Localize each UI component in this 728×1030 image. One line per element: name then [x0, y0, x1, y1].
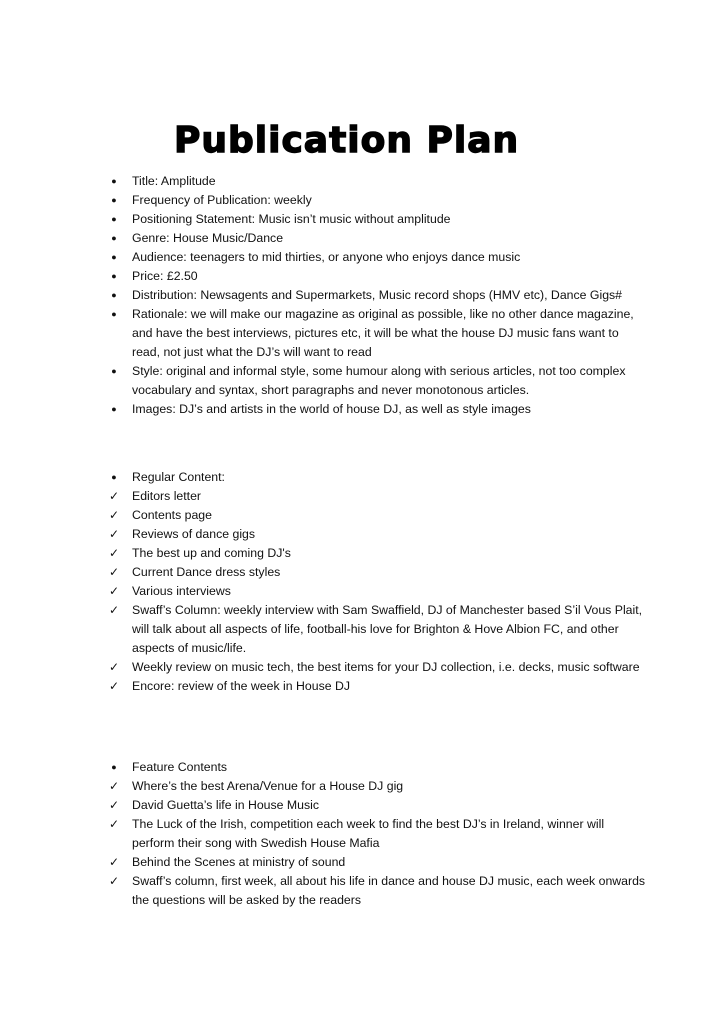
list-item-text: Swaff’s column, first week, all about his life in dance and house DJ music, each week onwards the questions will be asked by the readers — [132, 874, 646, 907]
list-item-text: Audience: teenagers to mid thirties, or anyone who enjoys dance music — [132, 250, 521, 264]
list-item — [106, 563, 646, 582]
check-icon: ✓ — [108, 817, 120, 831]
list-item — [106, 582, 646, 601]
list-item — [106, 191, 646, 210]
bullet-icon: ● — [111, 366, 117, 376]
bullet-icon: ● — [111, 472, 117, 482]
document-title-art — [168, 112, 588, 168]
check-icon: ✓ — [108, 603, 120, 617]
check-icon: ✓ — [108, 527, 120, 541]
list-item — [106, 658, 646, 677]
list-item — [106, 777, 646, 796]
bullet-icon: ● — [111, 214, 117, 224]
check-icon: ✓ — [108, 565, 120, 579]
list-item-text: Editors letter — [132, 489, 202, 503]
list-item-text: Behind the Scenes at ministry of sound — [132, 855, 346, 869]
section-heading — [106, 468, 646, 487]
bullet-icon: ● — [111, 762, 117, 772]
list-item-text: Distribution: Newsagents and Supermarkets, Music record shops (HMV etc), Dance Gigs# — [132, 288, 623, 302]
check-icon: ✓ — [108, 508, 120, 522]
list-item — [106, 506, 646, 525]
list-item-text: Feature Contents — [132, 760, 228, 774]
bullet-icon: ● — [111, 252, 117, 262]
list-item — [106, 544, 646, 563]
regular-content-list — [106, 468, 646, 696]
document-title — [168, 112, 588, 168]
list-item — [106, 229, 646, 248]
feature-contents-list — [106, 758, 646, 910]
list-item-text: The best up and coming DJ's — [132, 546, 291, 560]
list-item-text: Title: Amplitude — [132, 174, 216, 188]
check-icon: ✓ — [108, 489, 120, 503]
list-item — [106, 815, 646, 853]
bullet-icon: ● — [111, 271, 117, 281]
check-icon: ✓ — [108, 874, 120, 888]
publication-details-list — [106, 172, 646, 419]
list-item — [106, 677, 646, 696]
list-item — [106, 525, 646, 544]
list-item — [106, 362, 646, 400]
bullet-icon: ● — [111, 309, 117, 319]
list-item-text: Various interviews — [132, 584, 231, 598]
list-item-text: The Luck of the Irish, competition each week to find the best DJ’s in Ireland, winner will perform their song with Swedish House Mafia — [132, 817, 605, 850]
list-item-text: Encore: review of the week in House DJ — [132, 679, 351, 693]
list-item — [106, 601, 646, 658]
bullet-icon: ● — [111, 195, 117, 205]
list-item — [106, 853, 646, 872]
list-item-text: Positioning Statement: Music isn’t music without amplitude — [132, 212, 451, 226]
list-item-text: Reviews of dance gigs — [132, 527, 256, 541]
list-item-text: Where’s the best Arena/Venue for a House DJ gig — [132, 779, 404, 793]
list-item-text: Weekly review on music tech, the best items for your DJ collection, i.e. decks, music software — [132, 660, 640, 674]
list-item — [106, 400, 646, 419]
list-item-text: Images: DJ’s and artists in the world of house DJ, as well as style images — [132, 402, 531, 416]
list-item — [106, 872, 646, 910]
list-item — [106, 305, 646, 362]
list-item-text: David Guetta’s life in House Music — [132, 798, 320, 812]
list-item-text: Frequency of Publication: weekly — [132, 193, 312, 207]
check-icon: ✓ — [108, 660, 120, 674]
list-item-text: Genre: House Music/Dance — [132, 231, 284, 245]
list-item — [106, 796, 646, 815]
bullet-icon: ● — [111, 290, 117, 300]
list-item-text: Swaff’s Column: weekly interview with Sam Swaffield, DJ of Manchester based S’il Vous Plait, will talk about all aspects of life, football-his love for Brighton & Hove Albion FC, and other aspects of music/life. — [132, 603, 643, 655]
list-item-text: Style: original and informal style, some humour along with serious articles, not too complex vocabulary and syntax, short paragraphs and never monotonous articles. — [132, 364, 626, 397]
check-icon: ✓ — [108, 855, 120, 869]
bullet-icon: ● — [111, 176, 117, 186]
list-item-text: Regular Content: — [132, 470, 225, 484]
check-icon: ✓ — [108, 546, 120, 560]
bullet-icon: ● — [111, 404, 117, 414]
list-item-text: Current Dance dress styles — [132, 565, 281, 579]
list-item-text: Contents page — [132, 508, 212, 522]
list-item — [106, 172, 646, 191]
list-item — [106, 248, 646, 267]
list-item — [106, 210, 646, 229]
list-item — [106, 267, 646, 286]
list-item-text: Price: £2.50 — [132, 269, 198, 283]
section-heading — [106, 758, 646, 777]
check-icon: ✓ — [108, 779, 120, 793]
check-icon: ✓ — [108, 584, 120, 598]
bullet-icon: ● — [111, 233, 117, 243]
list-item-text: Rationale: we will make our magazine as original as possible, like no other dance magazine, and have the best interviews, pictures etc, it will be what the house DJ music fans want to read, not just what the DJ’s will want to read — [132, 307, 634, 359]
document-title-text: Publication Plan — [174, 120, 520, 161]
check-icon: ✓ — [108, 679, 120, 693]
list-item — [106, 286, 646, 305]
check-icon: ✓ — [108, 798, 120, 812]
list-item — [106, 487, 646, 506]
